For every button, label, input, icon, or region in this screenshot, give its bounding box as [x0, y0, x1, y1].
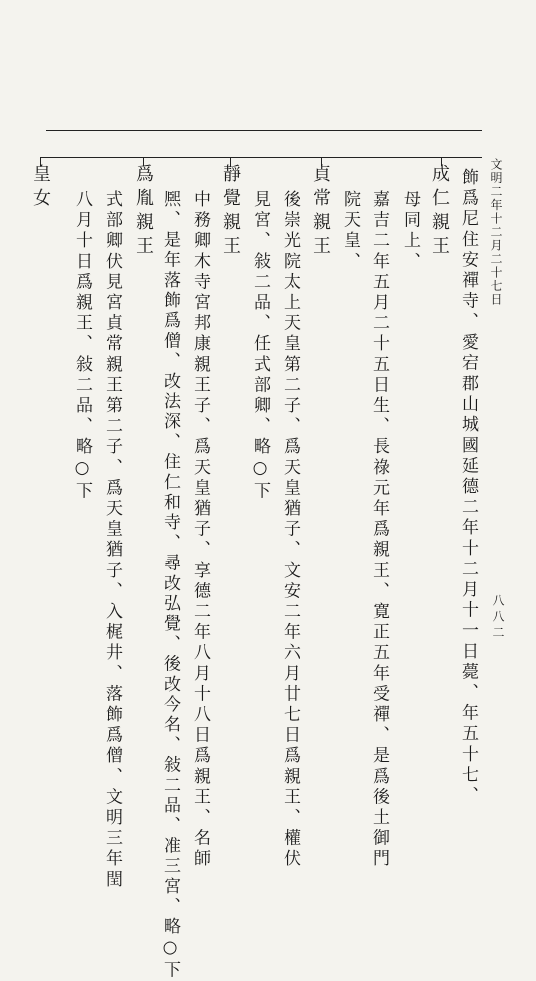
- text-column: 見宮、敍二品、任式部卿、略○下: [250, 190, 270, 502]
- entry-name: 爲胤親王: [133, 164, 154, 260]
- text-column: 後崇光院太上天皇第二子、爲天皇猶子、文安二年六月廿七日爲親王、權伏: [280, 190, 300, 870]
- entry-name: 靜覺親王: [220, 164, 241, 260]
- text-column: 式部卿伏見宮貞常親王第二子、爲天皇猶子、入梶井、落飾爲僧、文明三年閏: [102, 190, 122, 891]
- text-column: 母同上、: [400, 190, 420, 273]
- top-rule: [46, 130, 482, 131]
- text-column: 嘉吉二年五月二十五日生、長祿元年爲親王、寛正五年受禪、是爲後土御門: [369, 190, 389, 870]
- text-column: 中務卿木寺宮邦康親王子、爲天皇猶子、享德二年八月十八日爲親王、名師: [190, 190, 210, 870]
- page-number: 八八二: [491, 594, 505, 642]
- entry-name: 貞常親王: [310, 164, 331, 260]
- running-header: 文明二年十二月二十七日: [489, 158, 503, 307]
- text-column: 八月十日爲親王、敍二品、略○下: [72, 190, 92, 502]
- text-column: 院天皇、: [340, 190, 360, 273]
- text-column: 熈、是年落飾爲僧、改法深、住仁和寺、尋改弘覺、後改今名、敍二品、准三宮、略○下: [160, 190, 180, 981]
- genealogy-rule: [40, 157, 482, 158]
- text-column: 飾爲尼住安禪寺、愛宕郡山城國延德二年十二月十一日薨、年五十七、: [458, 168, 478, 807]
- entry-name: 成仁親王: [429, 164, 450, 260]
- entry-name: 皇女: [30, 164, 51, 212]
